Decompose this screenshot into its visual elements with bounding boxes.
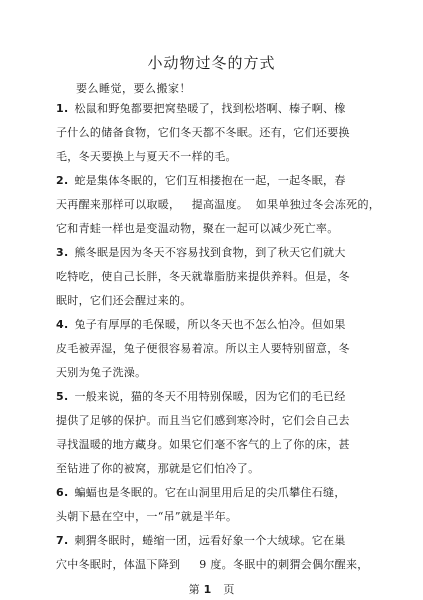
line-text: 子什么的储备食物，它们冬天都不冬眠。还有，它们还要换	[56, 126, 350, 139]
line-text: 它和青蛙一样也是变温动物，聚在一起可以减少死亡率。	[56, 222, 339, 235]
paragraph-line	[56, 436, 350, 452]
line-text: 一般来说，猫的冬天不用特别保暖，因为它们的毛已经	[74, 390, 346, 403]
line-text: 寻找温暖的地方藏身。如果它们毫不客气的上了你的床，甚	[56, 438, 350, 451]
line-text: 眠时，它们还会醒过来的。	[56, 294, 192, 307]
line-text: 头朝下悬在空中，一“吊”就是半年。	[56, 510, 238, 523]
paragraph-line	[56, 244, 346, 260]
line-text: 天再醒来那样可以取暖， 提高温度。 如果单独过冬会冻死的，	[56, 198, 381, 211]
line-text: 至钻进了你的被窝，那就是它们怕冷了。	[56, 462, 260, 475]
item-number: 4.	[56, 318, 69, 331]
line-text: 穴中冬眠时，体温下降到 9 度。冬眠中的刺猬会偶尔醒来，	[56, 558, 369, 571]
paragraph-line	[56, 148, 237, 164]
footer-prefix: 第	[188, 583, 200, 596]
document-subtitle: 要么睡觉，要么搬家！	[76, 82, 191, 95]
paragraph-line	[56, 196, 380, 212]
item-number: 1.	[56, 102, 69, 115]
line-text: 吃特吃，使自己长胖，冬天就靠脂肪来提供养料。但是，冬	[56, 270, 350, 283]
line-text: 刺猬冬眠时，蜷缩一团，远看好象一个大绒球。它在巢	[74, 534, 346, 547]
paragraph-line	[56, 508, 237, 524]
page-footer	[0, 581, 423, 597]
paragraph-line	[56, 124, 350, 140]
line-text: 提供了足够的保护。而且当它们感到寒冷时，它们会自己去	[56, 414, 350, 427]
paragraph-line	[56, 388, 346, 404]
item-number: 7.	[56, 534, 69, 547]
paragraph-line	[56, 484, 346, 500]
item-number: 6.	[56, 486, 69, 499]
line-text: 皮毛被弄湿，兔子便很容易着凉。所以主人要特别留意，冬	[56, 342, 350, 355]
line-text: 熊冬眠是因为冬天不容易找到食物，到了秋天它们就大	[74, 246, 346, 259]
paragraph-line	[56, 316, 346, 332]
line-text: 天别为兔子洗澡。	[56, 366, 147, 379]
paragraph-line	[56, 364, 146, 380]
paragraph-line	[56, 292, 192, 308]
paragraph-line	[56, 412, 350, 428]
paragraph-line	[56, 556, 369, 572]
paragraph-line	[56, 340, 350, 356]
line-text: 松鼠和野兔都要把窝垫暖了，找到松塔啊、榛子啊、橡	[74, 102, 346, 115]
paragraph-line	[56, 268, 350, 284]
line-text: 蛇是集体冬眠的，它们互相搂抱在一起，一起冬眠，春	[74, 174, 346, 187]
paragraph-line	[56, 100, 346, 116]
item-number: 5.	[56, 390, 69, 403]
item-number: 3.	[56, 246, 69, 259]
paragraph-line	[56, 220, 339, 236]
footer-suffix: 页	[223, 583, 235, 596]
line-text: 蝙蝠也是冬眠的。它在山洞里用后足的尖爪攀住石缝，	[74, 486, 346, 499]
paragraph-line	[56, 172, 346, 188]
line-text: 毛，冬天要换上与夏天不一样的毛。	[56, 150, 237, 163]
page-number: 1	[203, 583, 212, 596]
item-number: 2.	[56, 174, 69, 187]
line-text: 兔子有厚厚的毛保暖，所以冬天也不怎么怕冷。但如果	[74, 318, 346, 331]
paragraph-line	[56, 532, 346, 548]
paragraph-line	[56, 460, 259, 476]
document-title: 小动物过冬的方式	[147, 54, 276, 72]
